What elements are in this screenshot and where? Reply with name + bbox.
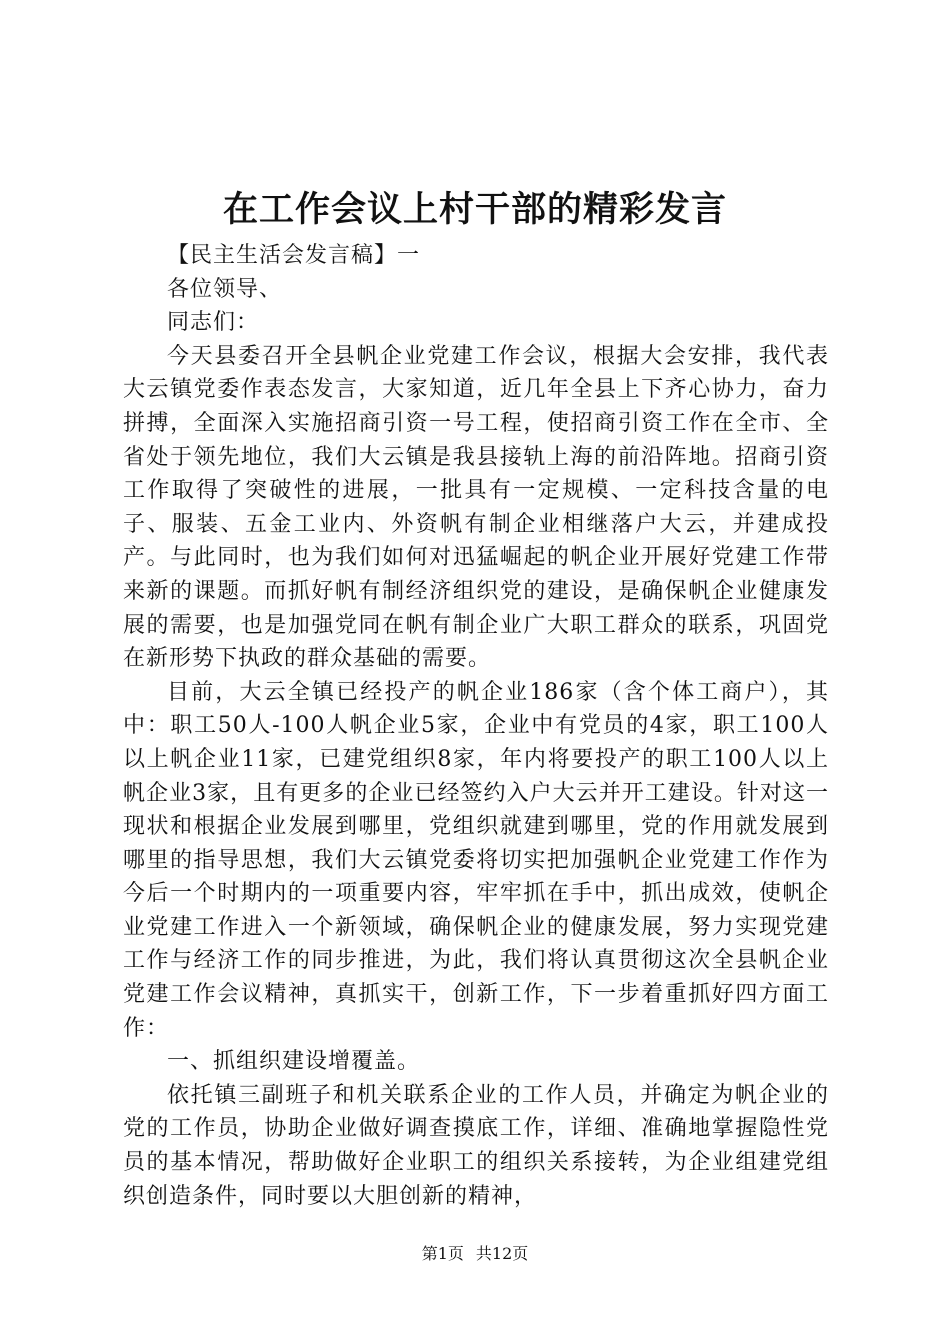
page-total: 共12页 — [475, 1244, 529, 1263]
document-title: 在工作会议上村干部的精彩发言 — [222, 189, 727, 230]
paragraph-body: 目前，大云全镇已经投产的帆企业186家（含个体工商户），其中：职工50人-100人帆企业5家，企业中有党员的4家，职工100人以上帆企业11家，已建党组织8家，年内将要投产的职工100人以上帆企业3家，且有更多的企业已经签约入户大云并开工建设。针对这一现状和根据企业发展到哪里，党组织就建到哪里，党的作用就发展到哪里的指导思想，我们大云镇党委将切实把加强帆企业党建工作作为今后一个时期内的一项重要内容，牢牢抓在手中，抓出成效，使帆企业党建工作进入一个新领域，确保帆企业的健康发展，努力实现党建工作与经济工作的同步推进，为此，我们将认真贯彻这次全县帆企业党建工作会议精神，真抓实干，创新工作，下一步着重抓好四方面工作： — [123, 679, 829, 1041]
paragraph-body: 依托镇三副班子和机关联系企业的工作人员，并确定为帆企业的党的工作员，协助企业做好调查摸底工作，详细、准确地掌握隐性党员的基本情况，帮助做好企业职工的组织关系接转，为企业组建党组织创造条件，同时要以大胆创新的精神， — [123, 1082, 829, 1209]
paragraph-body: 今天县委召开全县帆企业党建工作会议，根据大会安排，我代表大云镇党委作表态发言，大家知道，近几年全县上下齐心协力，奋力拼搏，全面深入实施招商引资一号工程，使招商引资工作在全市、全省处于领先地位，我们大云镇是我县接轨上海的前沿阵地。招商引资工作取得了突破性的进展，一批具有一定规模、一定科技含量的电子、服装、五金工业内、外资帆有制企业相继落户大云，并建成投产。与此同时，也为我们如何对迅猛崛起的帆企业开展好党建工作带来新的课题。而抓好帆有制经济组织党的建设，是确保帆企业健康发展的需要，也是加强党同在帆有制企业广大职工群众的联系，巩固党在新形势下执政的群众基础的需要。 — [123, 343, 829, 672]
paragraph-section-heading: 一、抓组织建设增覆盖。 — [167, 1049, 421, 1075]
document-body — [123, 239, 829, 1213]
page-number: 第1页 — [421, 1244, 464, 1263]
paragraph-salutation-1: 各位领导、 — [167, 276, 283, 302]
page-footer — [0, 1243, 950, 1265]
paragraph-salutation-2: 同志们： — [167, 310, 260, 336]
paragraph-heading: 【民主生活会发言稿】一 — [167, 243, 421, 268]
